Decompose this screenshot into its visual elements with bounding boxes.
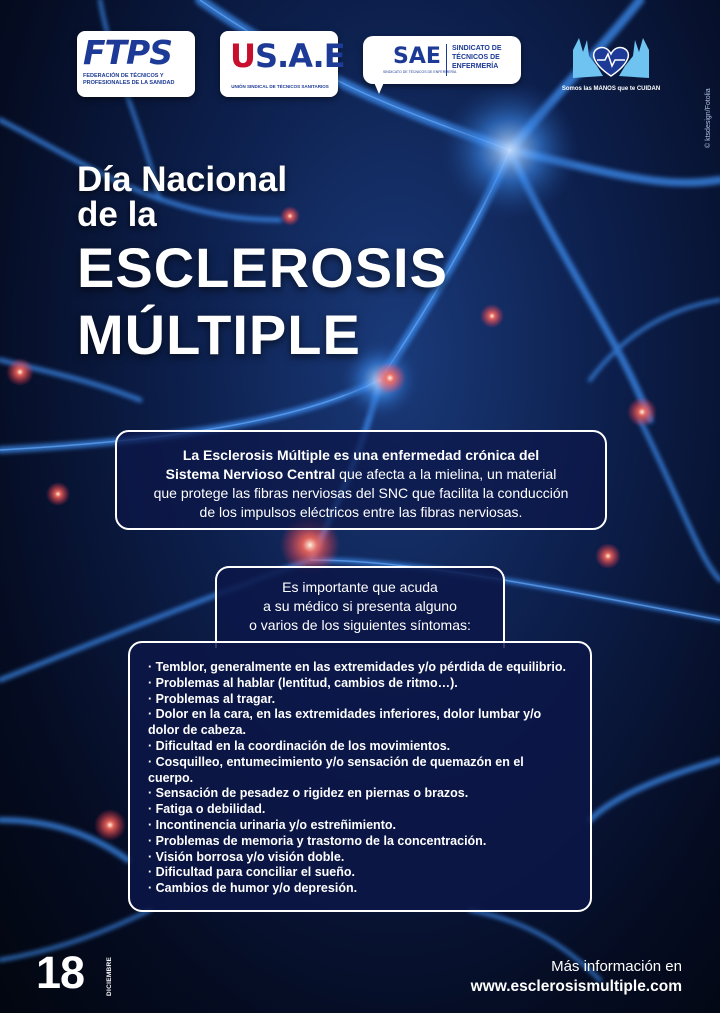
intro-box [115, 430, 607, 530]
list-item: · Dificultad para conciliar el sueño. [148, 865, 355, 880]
list-item: · Fatiga o debilidad. [148, 802, 266, 817]
list-item: · Cambios de humor y/o depresión. [148, 881, 358, 896]
more-info [471, 957, 682, 997]
list-item: · Sensación de pesadez o rigidez en piernas o brazos. [148, 786, 469, 801]
list-item: dolor de cabeza. [148, 723, 246, 738]
list-item: · Temblor, generalmente en las extremidades y/o pérdida de equilibrio. [148, 660, 566, 674]
intro-bold-2: Sistema Nervioso Central [165, 466, 336, 482]
usae-logo-subtitle: UNIÓN SINDICAL DE TÉCNICOS SANITARIOS [231, 84, 329, 89]
sae-logo-tiny: SINDICATO DE TÉCNICOS DE ENFERMERÍA [383, 70, 457, 74]
website-link[interactable]: www.esclerosismultiple.com [470, 978, 682, 995]
list-item: · Problemas al hablar (lentitud, cambios de ritmo…). [148, 675, 458, 690]
list-item: · Dolor en la cara, en las extremidades inferiores, dolor lumbar y/o [148, 707, 542, 722]
date-month: DICIEMBRE [106, 956, 113, 996]
advice-line-2: a su médico si presenta alguno [263, 598, 457, 614]
ftps-logo-text: FTPS [83, 33, 173, 72]
advice-line-1: Es importante que acuda [282, 579, 438, 595]
title-line-4: MÚLTIPLE [77, 303, 361, 366]
ftps-logo [77, 31, 195, 97]
list-item: · Problemas al tragar. [148, 691, 276, 706]
intro-rest-3: de los impulsos eléctricos entre las fibras nerviosas. [199, 504, 523, 520]
title-line-1: Día Nacional [77, 160, 288, 199]
more-info-label: Más información en [551, 958, 682, 975]
list-item: · Cosquilleo, entumecimiento y/o sensación de quemazón en el [148, 754, 524, 769]
hands-logo-tagline: Somos las MANOS que te CUIDAN [561, 86, 661, 92]
sae-logo-text: SAE [393, 44, 441, 69]
symptoms-box [128, 641, 592, 912]
title-line-2: de la [77, 195, 157, 234]
hands-heart-icon [553, 30, 669, 86]
intro-bold-1: La Esclerosis Múltiple es una enfermedad crónica del [182, 447, 540, 463]
usae-logo-text: US.A.E [230, 37, 345, 75]
title-line-3: ESCLEROSIS [77, 236, 448, 299]
intro-rest-1: que afecta a la mielina, un material [335, 466, 557, 482]
intro-rest-2: que protege las fibras nerviosas del SNC que facilita la conducción [153, 485, 569, 501]
date-day: 18 [36, 947, 85, 998]
hands-logo [553, 30, 669, 100]
sae-logo [363, 36, 521, 84]
symptoms-list [148, 660, 590, 897]
ftps-logo-subtitle: FEDERACIÓN DE TÉCNICOS Y PROFESIONALES DE LA SANIDAD [83, 73, 175, 86]
sae-logo-subtitle: SINDICATO DE TÉCNICOS DE ENFERMERÍA [452, 45, 502, 70]
usae-logo [220, 31, 345, 97]
list-item: · Visión borrosa y/o visión doble. [148, 849, 345, 864]
advice-line-3: o varios de los siguientes síntomas: [249, 617, 471, 633]
list-item: cuerpo. [148, 770, 194, 785]
photo-credit: © ktsdesign/Fotolia [705, 88, 712, 148]
list-item: · Dificultad en la coordinación de los movimientos. [148, 738, 451, 753]
advice-box [215, 566, 505, 648]
list-item: · Problemas de memoria y trastorno de la concentración. [148, 833, 487, 848]
list-item: · Incontinencia urinaria y/o estreñimiento. [148, 817, 396, 832]
